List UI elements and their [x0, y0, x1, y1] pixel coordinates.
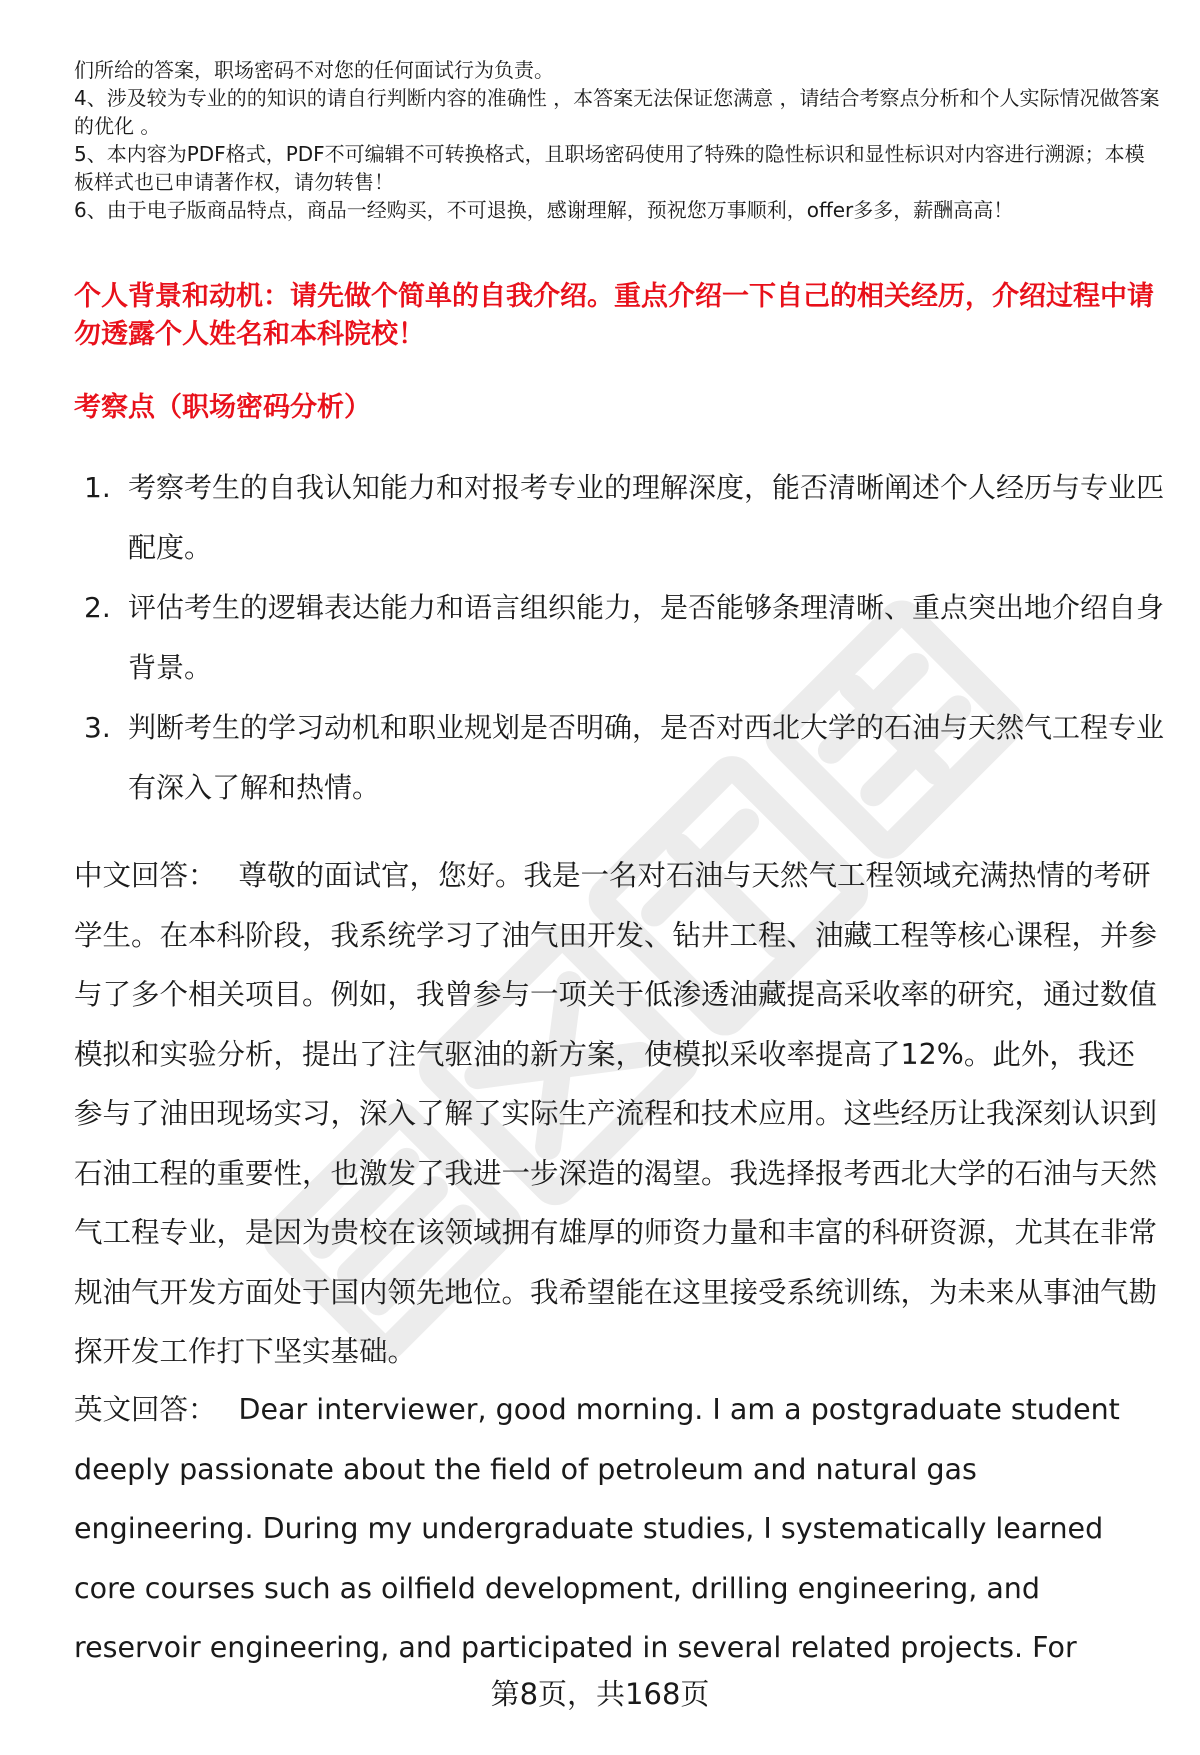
list-text: 评估考生的逻辑表达能力和语言组织能力，是否能够条理清晰、重点突出地介绍自身背景。	[128, 591, 1165, 684]
analysis-heading: 考察点（职场密码分析）	[74, 392, 371, 423]
list-number: 1.	[84, 471, 111, 504]
list-item	[84, 698, 1164, 818]
list-number: 2.	[84, 591, 111, 624]
list-number: 3.	[84, 711, 111, 744]
list-text: 考察考生的自我认知能力和对报考专业的理解深度，能否清晰阐述个人经历与专业匹配度。	[128, 471, 1165, 564]
disclaimer-notes	[74, 56, 1164, 224]
list-item	[84, 578, 1164, 698]
analysis-list	[84, 458, 1164, 818]
page-number: 第8页，共168页	[490, 1677, 710, 1711]
note-line: 6、由于电子版商品特点，商品一经购买，不可退换，感谢理解，预祝您万事顺利，offer多多，薪酬高高！	[74, 198, 1014, 222]
english-answer-text: Dear interviewer, good morning. I am a postgraduate student deeply passionate about the field of petroleum and natural gas engineering. During my undergraduate studies, I systematically learned core courses such as oilfield development, drilling engineering, and reservoir engineering, and participated in several related projects. For	[74, 1393, 1120, 1664]
list-text: 判断考生的学习动机和职业规划是否明确，是否对西北大学的石油与天然气工程专业有深入了解和热情。	[128, 711, 1165, 804]
note-line: 4、涉及较为专业的的知识的请自行判断内容的准确性 ，本答案无法保证您满意 ，请结合考察点分析和个人实际情况做答案的优化 。	[74, 86, 1160, 138]
note-line: 5、本内容为PDF格式，PDF不可编辑不可转换格式，且职场密码使用了特殊的隐性标识和显性标识对内容进行溯源；本模板样式也已申请著作权，请勿转售！	[74, 142, 1145, 194]
chinese-answer	[74, 846, 1160, 1382]
question-title: 个人背景和动机：请先做个简单的自我介绍。重点介绍一下自己的相关经历，介绍过程中请勿透露个人姓名和本科院校！	[74, 281, 1154, 350]
chinese-answer-label: 中文回答：	[74, 859, 217, 892]
english-answer	[74, 1380, 1160, 1678]
list-item	[84, 458, 1164, 578]
chinese-answer-text: 尊敬的面试官，您好。我是一名对石油与天然气工程领域充满热情的考研学生。在本科阶段，我系统学习了油气田开发、钻井工程、油藏工程等核心课程，并参与了多个相关项目。例如，我曾参与一项关于低渗透油藏提高采收率的研究，通过数值模拟和实验分析，提出了注气驱油的新方案，使模拟采收率提高了12%。此外，我还参与了油田现场实习，深入了解了实际生产流程和技术应用。这些经历让我深刻认识到石油工程的重要性，也激发了我进一步深造的渴望。我选择报考西北大学的石油与天然气工程专业，是因为贵校在该领域拥有雄厚的师资力量和丰富的科研资源，尤其在非常规油气开发方面处于国内领先地位。我希望能在这里接受系统训练，为未来从事油气勘探开发工作打下坚实基础。	[74, 859, 1158, 1368]
note-line: 们所给的答案，职场密码不对您的任何面试行为负责。	[74, 58, 554, 82]
english-answer-label: 英文回答：	[74, 1393, 217, 1426]
